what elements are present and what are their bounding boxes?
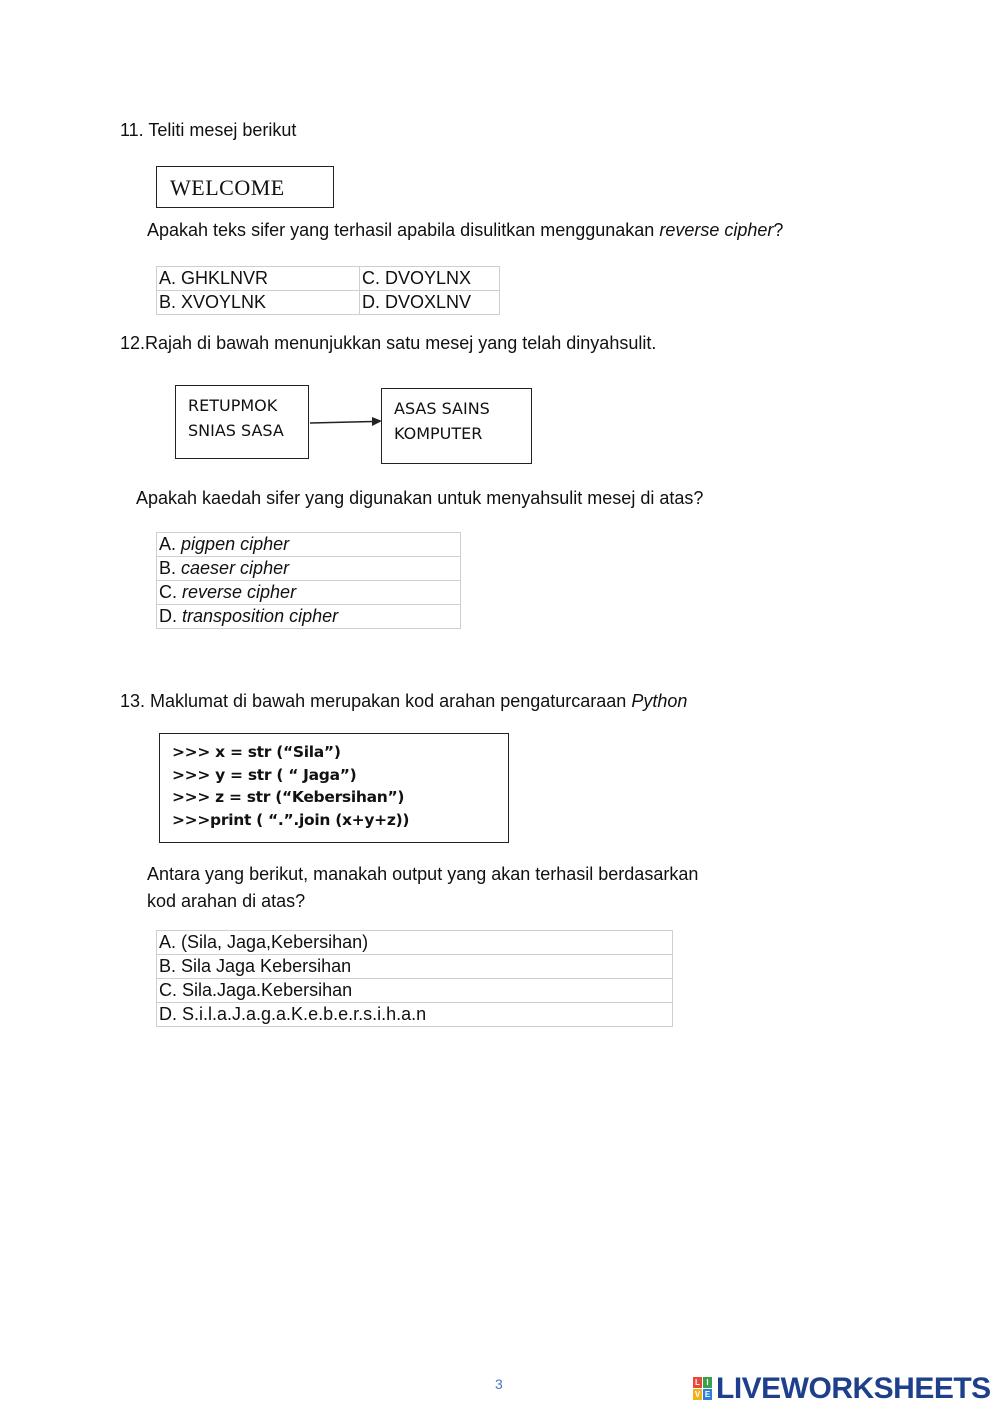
q13-option-b[interactable]: B. Sila Jaga Kebersihan: [157, 955, 673, 979]
q11-question: [147, 220, 783, 241]
table-row: [157, 605, 461, 629]
q13-prompt: [120, 691, 687, 712]
page-number: 3: [495, 1376, 503, 1392]
q11-message-box: [156, 166, 334, 208]
q13-code-box: [159, 733, 509, 843]
q12-options-table: [156, 532, 461, 629]
q12-plain-line: ASAS SAINS: [394, 399, 490, 418]
q12-cipher-line: SNIAS SASA: [188, 421, 284, 440]
q11-option-c[interactable]: C. DVOYLNX: [360, 267, 500, 291]
code-line: >>> x = str (“Sila”): [172, 743, 341, 761]
table-row: [157, 979, 673, 1003]
table-row: [157, 533, 461, 557]
q11-prompt: 11. Teliti mesej berikut: [120, 120, 297, 140]
option-letter: D.: [159, 606, 177, 626]
table-row: [157, 557, 461, 581]
option-text: pigpen cipher: [181, 534, 290, 554]
q11-option-d[interactable]: D. DVOXLNV: [360, 291, 500, 315]
q12-question: Apakah kaedah sifer yang digunakan untuk menyahsulit mesej di atas?: [136, 488, 704, 508]
q11-options-table: [156, 266, 500, 315]
liveworksheets-logo-icon: [693, 1377, 713, 1401]
q13-option-c[interactable]: C. Sila.Jaga.Kebersihan: [157, 979, 673, 1003]
q12-cipher-line: RETUPMOK: [188, 396, 278, 415]
code-line: >>> z = str (“Kebersihan”): [172, 788, 405, 806]
option-letter: B.: [159, 558, 177, 578]
q13-question: [147, 861, 698, 915]
q11-question-pre: Apakah teks sifer yang terhasil apabila disulitkan menggunakan: [147, 220, 660, 240]
q12-option-b[interactable]: [157, 557, 461, 581]
q13-question-line: Antara yang berikut, manakah output yang akan terhasil berdasarkan: [147, 864, 699, 884]
option-letter: A.: [159, 534, 177, 554]
q12-cipher-box: [175, 385, 309, 459]
logo-tile: V: [694, 1390, 701, 1399]
q12-option-c[interactable]: [157, 581, 461, 605]
table-row: [157, 1003, 673, 1027]
option-letter: C.: [159, 582, 177, 602]
q13-options-table: [156, 930, 673, 1027]
q13-prompt-em: Python: [631, 691, 688, 711]
q11-message-text: WELCOME: [170, 175, 285, 200]
q12-plain-box: [381, 388, 532, 464]
q13-option-a[interactable]: A. (Sila, Jaga,Kebersihan): [157, 931, 673, 955]
table-row: [157, 955, 673, 979]
table-row: [157, 581, 461, 605]
table-row: [157, 267, 500, 291]
q12-prompt: 12.Rajah di bawah menunjukkan satu mesej yang telah dinyahsulit.: [120, 333, 657, 353]
logo-tile: I: [703, 1377, 712, 1388]
liveworksheets-brand[interactable]: LIVEWORKSHEETS: [716, 1372, 991, 1405]
q13-option-d[interactable]: D. S.i.l.a.J.a.g.a.K.e.b.e.r.s.i.h.a.n: [157, 1003, 673, 1027]
q13-prompt-pre: 13. Maklumat di bawah merupakan kod arahan pengaturcaraan: [120, 691, 632, 711]
table-row: [157, 291, 500, 315]
option-text: reverse cipher: [182, 582, 297, 602]
code-line: >>>print ( “.”.join (x+y+z)): [172, 810, 410, 829]
q11-question-em: reverse cipher: [659, 220, 774, 240]
q13-question-line: kod arahan di atas?: [147, 891, 306, 911]
logo-tile: L: [693, 1377, 702, 1388]
option-text: transposition cipher: [182, 606, 339, 626]
q11-option-a[interactable]: A. GHKLNVR: [157, 267, 360, 291]
table-row: [157, 931, 673, 955]
q11-option-b[interactable]: B. XVOYLNK: [157, 291, 360, 315]
q12-arrow: [309, 412, 384, 432]
q12-option-d[interactable]: [157, 605, 461, 629]
q11-question-post: ?: [773, 220, 784, 240]
option-text: caeser cipher: [181, 558, 290, 578]
code-line: >>> y = str ( “ Jaga”): [172, 765, 357, 784]
q12-plain-line: KOMPUTER: [394, 424, 483, 443]
logo-tile: E: [704, 1390, 711, 1399]
q12-option-a[interactable]: [157, 533, 461, 557]
